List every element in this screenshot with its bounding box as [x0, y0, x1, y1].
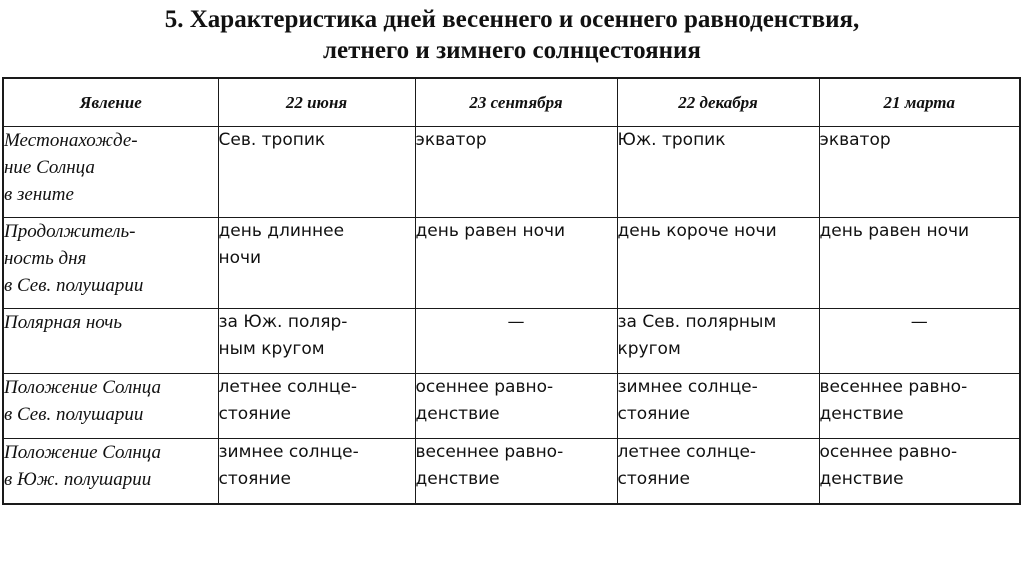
table-cell: за Сев. полярным кругом — [617, 309, 819, 374]
table-row — [3, 439, 1020, 505]
table-cell: экватор — [819, 127, 1020, 218]
table-cell: экватор — [415, 127, 617, 218]
page-title — [0, 4, 1024, 66]
header-march-21: 21 марта — [819, 78, 1020, 127]
header-december-22: 22 декабря — [617, 78, 819, 127]
table-cell: зимнее солнце- стояние — [617, 374, 819, 439]
table-cell: зимнее солнце- стояние — [218, 439, 415, 505]
equinox-solstice-table — [2, 77, 1021, 505]
table-cell: Юж. тропик — [617, 127, 819, 218]
row-label: Продолжитель- ность дня в Сев. полушарии — [3, 218, 218, 309]
table-cell: осеннее равно- денствие — [415, 374, 617, 439]
row-label: Положение Солнца в Юж. полушарии — [3, 439, 218, 505]
table-cell: за Юж. поляр- ным кругом — [218, 309, 415, 374]
table-cell: летнее солнце- стояние — [218, 374, 415, 439]
table-cell: весеннее равно- денствие — [819, 374, 1020, 439]
table-cell: день равен ночи — [819, 218, 1020, 309]
table-cell: — — [415, 309, 617, 374]
header-june-22: 22 июня — [218, 78, 415, 127]
table-cell: день равен ночи — [415, 218, 617, 309]
table-row — [3, 374, 1020, 439]
table-row — [3, 309, 1020, 374]
table-cell: день длиннее ночи — [218, 218, 415, 309]
table-header-row — [3, 78, 1020, 127]
table-row — [3, 218, 1020, 309]
row-label: Полярная ночь — [3, 309, 218, 374]
title-line-2: летнего и зимнего солнцестояния — [323, 37, 701, 64]
table-cell: день короче ночи — [617, 218, 819, 309]
row-label: Местонахожде- ние Солнца в зените — [3, 127, 218, 218]
table-cell: — — [819, 309, 1020, 374]
row-label: Положение Солнца в Сев. полушарии — [3, 374, 218, 439]
header-phenomenon: Явление — [3, 78, 218, 127]
table-row — [3, 127, 1020, 218]
header-september-23: 23 сентября — [415, 78, 617, 127]
table-cell: весеннее равно- денствие — [415, 439, 617, 505]
title-line-1: 5. Характеристика дней весеннего и осеннего равноденствия, — [164, 6, 860, 33]
table-cell: летнее солнце- стояние — [617, 439, 819, 505]
table-cell: осеннее равно- денствие — [819, 439, 1020, 505]
table-cell: Сев. тропик — [218, 127, 415, 218]
